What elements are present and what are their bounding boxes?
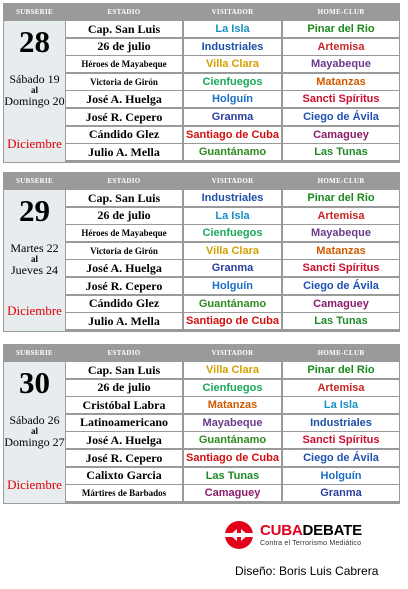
table-row <box>66 468 399 484</box>
homeclub-cell: Las Tunas <box>283 144 399 160</box>
table-row <box>66 397 399 413</box>
estadio-cell: Julio A. Mella <box>66 313 182 329</box>
estadio-cell: José A. Huelga <box>66 432 182 448</box>
table-row <box>66 278 399 294</box>
table-row <box>66 190 399 206</box>
visitador-cell: Villa Clara <box>184 243 281 259</box>
logo-wordmark <box>260 522 362 539</box>
cubadebate-logo <box>224 518 404 554</box>
visitador-cell: Santiago de Cuba <box>184 313 281 329</box>
homeclub-cell: Sancti Spíritus <box>283 260 399 276</box>
estadio-cell: Victoria de Girón <box>66 243 182 259</box>
visitador-cell: Camaguey <box>184 485 281 501</box>
table-row <box>66 21 399 37</box>
estadio-cell: Cap. San Luis <box>66 362 182 378</box>
visitador-cell: Cienfuegos <box>184 380 281 396</box>
estadio-cell: Cristóbal Labra <box>66 397 182 413</box>
homeclub-cell: Ciego de Ávila <box>283 109 399 125</box>
visitador-cell: Holguín <box>184 278 281 294</box>
date-al: al <box>30 85 38 95</box>
homeclub-cell: Matanzas <box>283 74 399 90</box>
visitador-cell: Guantánamo <box>184 144 281 160</box>
date-start: Sábado 19 <box>9 72 60 86</box>
estadio-cell: José A. Huelga <box>66 91 182 107</box>
homeclub-cell: Artemisa <box>283 208 399 224</box>
date-end: Domingo 27 <box>4 435 65 449</box>
homeclub-cell: Granma <box>283 485 399 501</box>
design-credit: Diseño: Boris Luis Cabrera <box>235 564 379 578</box>
subserie-info <box>4 190 65 331</box>
visitador-cell: Villa Clara <box>184 362 281 378</box>
table-row <box>66 91 399 107</box>
logo-text-red: CUBA <box>260 522 303 539</box>
header-estadio: ESTADIO <box>107 8 141 16</box>
estadio-cell: José R. Cepero <box>66 450 182 466</box>
month-label: Diciembre <box>7 477 62 492</box>
visitador-cell: Industriales <box>184 39 281 55</box>
table-row <box>66 296 399 312</box>
estadio-cell: José R. Cepero <box>66 278 182 294</box>
header-homeclub: HOME-CLUB <box>317 177 365 185</box>
subserie-number: 28 <box>19 24 50 59</box>
date-start: Martes 22 <box>10 241 59 255</box>
header-visitador: VISITADOR <box>211 349 254 357</box>
date-end: Jueves 24 <box>11 263 58 277</box>
table-row <box>66 260 399 276</box>
estadio-cell: Héroes de Mayabeque <box>66 225 182 241</box>
table-row <box>66 243 399 259</box>
homeclub-cell: Matanzas <box>283 243 399 259</box>
table-row <box>66 109 399 125</box>
visitador-cell: Cienfuegos <box>184 225 281 241</box>
month-label: Diciembre <box>7 303 62 318</box>
cubadebate-logo-icon <box>224 520 254 550</box>
visitador-cell: La Isla <box>184 21 281 37</box>
table-row <box>66 225 399 241</box>
header-subserie: SUBSERIE <box>15 349 54 357</box>
table-row <box>66 208 399 224</box>
homeclub-cell: Artemisa <box>283 39 399 55</box>
visitador-cell: Guantánamo <box>184 296 281 312</box>
estadio-cell: Victoria de Girón <box>66 74 182 90</box>
homeclub-cell: Industriales <box>283 415 399 431</box>
homeclub-cell: Artemisa <box>283 380 399 396</box>
homeclub-cell: Las Tunas <box>283 313 399 329</box>
date-al: al <box>30 426 38 436</box>
visitador-cell: Industriales <box>184 190 281 206</box>
subserie-info <box>4 362 65 503</box>
visitador-cell: Guantánamo <box>184 432 281 448</box>
header-visitador: VISITADOR <box>211 8 254 16</box>
homeclub-cell: Pinar del Rio <box>283 21 399 37</box>
visitador-cell: Cienfuegos <box>184 74 281 90</box>
date-end: Domingo 20 <box>4 94 65 108</box>
homeclub-cell: Mayabeque <box>283 56 399 72</box>
visitador-cell: Mayabeque <box>184 415 281 431</box>
visitador-cell: Villa Clara <box>184 56 281 72</box>
estadio-cell: Julio A. Mella <box>66 144 182 160</box>
header-visitador: VISITADOR <box>211 177 254 185</box>
visitador-cell: Santiago de Cuba <box>184 127 281 143</box>
visitador-cell: Holguín <box>184 91 281 107</box>
visitador-cell: Las Tunas <box>184 468 281 484</box>
table-row <box>66 450 399 466</box>
table-row <box>66 127 399 143</box>
table-row <box>66 485 399 501</box>
homeclub-cell: Ciego de Ávila <box>283 450 399 466</box>
estadio-cell: Cándido Glez <box>66 296 182 312</box>
table-row <box>66 39 399 55</box>
subserie-number: 29 <box>19 193 50 228</box>
subserie-block-28 <box>3 3 400 163</box>
logo-text-black: DEBATE <box>302 522 362 539</box>
homeclub-cell: Pinar del Rio <box>283 190 399 206</box>
estadio-cell: 26 de julio <box>66 208 182 224</box>
estadio-cell: Calixto Garcia <box>66 468 182 484</box>
table-row <box>66 362 399 378</box>
visitador-cell: Matanzas <box>184 397 281 413</box>
homeclub-cell: Holguín <box>283 468 399 484</box>
table-row <box>66 74 399 90</box>
visitador-cell: Granma <box>184 109 281 125</box>
visitador-cell: Santiago de Cuba <box>184 450 281 466</box>
table-row <box>66 432 399 448</box>
header-estadio: ESTADIO <box>107 349 141 357</box>
subserie-block-30 <box>3 344 400 504</box>
visitador-cell: Granma <box>184 260 281 276</box>
homeclub-cell: Mayabeque <box>283 225 399 241</box>
logo-tagline: Contra el Terrorismo Mediático <box>260 540 362 547</box>
date-start: Sábado 26 <box>9 413 60 427</box>
table-row <box>66 313 399 329</box>
header-subserie: SUBSERIE <box>15 8 54 16</box>
table-row <box>66 415 399 431</box>
homeclub-cell: La Isla <box>283 397 399 413</box>
header-subserie: SUBSERIE <box>15 177 54 185</box>
header-homeclub: HOME-CLUB <box>317 8 365 16</box>
homeclub-cell: Camaguey <box>283 127 399 143</box>
table-row <box>66 380 399 396</box>
estadio-cell: Héroes de Mayabeque <box>66 56 182 72</box>
estadio-cell: José R. Cepero <box>66 109 182 125</box>
estadio-cell: 26 de julio <box>66 39 182 55</box>
homeclub-cell: Sancti Spíritus <box>283 91 399 107</box>
estadio-cell: Cándido Glez <box>66 127 182 143</box>
estadio-cell: Mártires de Barbados <box>66 485 182 501</box>
subserie-number: 30 <box>19 365 50 400</box>
estadio-cell: Latinoamericano <box>66 415 182 431</box>
subserie-info <box>4 21 65 162</box>
estadio-cell: José A. Huelga <box>66 260 182 276</box>
table-row <box>66 144 399 160</box>
header-estadio: ESTADIO <box>107 177 141 185</box>
estadio-cell: Cap. San Luis <box>66 21 182 37</box>
homeclub-cell: Camaguey <box>283 296 399 312</box>
estadio-cell: Cap. San Luis <box>66 190 182 206</box>
date-al: al <box>30 254 38 264</box>
homeclub-cell: Pinar del Rio <box>283 362 399 378</box>
estadio-cell: 26 de julio <box>66 380 182 396</box>
homeclub-cell: Sancti Spíritus <box>283 432 399 448</box>
table-row <box>66 56 399 72</box>
header-homeclub: HOME-CLUB <box>317 349 365 357</box>
visitador-cell: La Isla <box>184 208 281 224</box>
month-label: Diciembre <box>7 136 62 151</box>
homeclub-cell: Ciego de Ávila <box>283 278 399 294</box>
subserie-block-29 <box>3 172 400 332</box>
